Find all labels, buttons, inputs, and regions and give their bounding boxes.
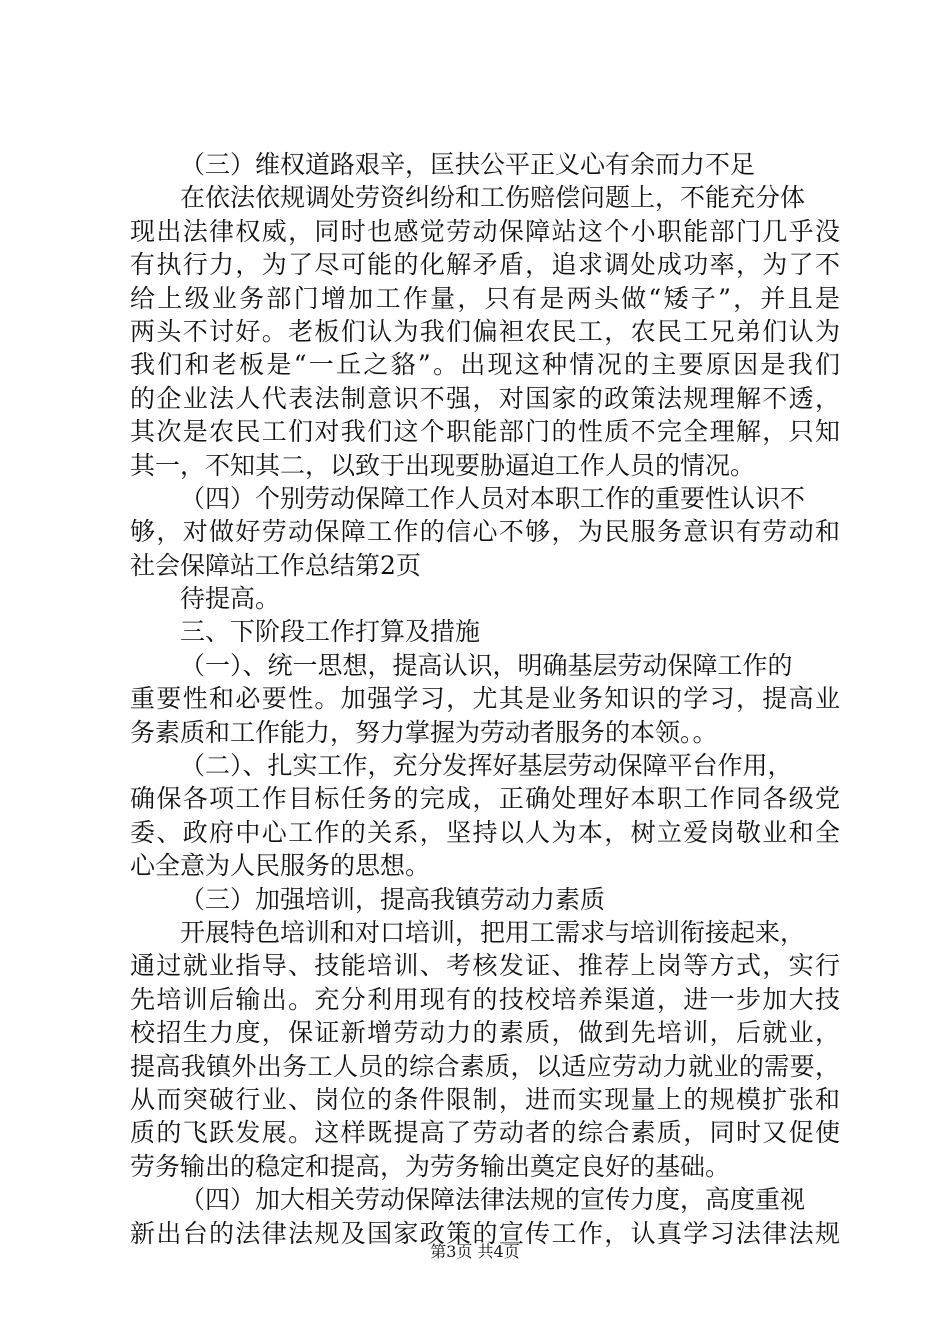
text-line: 心全意为人民服务的思想。: [130, 851, 431, 881]
text-line: 给上级业务部门增加工作量，只有是两头做“矮子”，并且是: [130, 283, 840, 313]
text-line: （二）、扎实工作，充分发挥好基层劳动保障平台作用，: [180, 751, 793, 781]
text-line: （三）加强培训，提高我镇劳动力素质: [180, 884, 606, 914]
text-line: （一）、统一思想，提高认识，明确基层劳动保障工作的: [180, 650, 793, 680]
text-line: 现出法律权威，同时也感觉劳动保障站这个小职能部门几乎没: [130, 216, 840, 246]
text-line: 在依法依规调处劳资纠纷和工伤赔偿问题上，不能充分体: [180, 183, 806, 213]
text-line: 劳务输出的稳定和提高，为劳务输出奠定良好的基础。: [130, 1151, 731, 1181]
document-body: [130, 148, 840, 1250]
text-line: 提高我镇外出务工人员的综合素质，以适应劳动力就业的需要，: [130, 1051, 840, 1081]
text-line: 务素质和工作能力，努力掌握为劳动者服务的本领。。: [130, 717, 718, 747]
text-line: 校招生力度，保证新增劳动力的素质，做到先培训，后就业，: [130, 1018, 840, 1048]
text-line: 质的飞跃发展。这样既提高了劳动者的综合素质，同时又促使: [130, 1118, 840, 1148]
text-line: 有执行力，为了尽可能的化解矛盾，追求调处成功率，为了不: [130, 250, 840, 280]
text-line: 其次是农民工们对我们这个职能部门的性质不完全理解，只知: [130, 417, 840, 447]
text-line: 两头不讨好。老板们认为我们偏袒农民工，农民工兄弟们认为: [130, 316, 840, 346]
text-line: 先培训后输出。充分利用现有的技校培养渠道，进一步加大技: [130, 984, 840, 1014]
text-line: （四）加大相关劳动保障法律法规的宣传力度，高度重视: [180, 1185, 806, 1215]
text-line: 开展特色培训和对口培训，把用工需求与培训衔接起来，: [180, 917, 806, 947]
text-line: 通过就业指导、技能培训、考核发证、推荐上岗等方式，实行: [130, 951, 840, 981]
text-line: 委、政府中心工作的关系，坚持以人为本，树立爱岗敬业和全: [130, 817, 840, 847]
text-line: （三）维权道路艰辛，匡扶公平正义心有余而力不足: [180, 150, 756, 179]
text-line: 的企业法人代表法制意识不强，对国家的政策法规理解不透，: [130, 383, 840, 413]
text-line: 确保各项工作目标任务的完成，正确处理好本职工作同各级党: [130, 784, 840, 814]
text-line: 其一，不知其二，以致于出现要胁逼迫工作人员的情况。: [130, 450, 756, 480]
text-line: 待提高。: [180, 584, 281, 614]
text-line: 三、下阶段工作打算及措施: [180, 617, 481, 647]
text-line: 重要性和必要性。加强学习，尤其是业务知识的学习，提高业: [130, 684, 840, 714]
text-line: 新出台的法律法规及国家政策的宣传工作，认真学习法律法规: [130, 1218, 840, 1248]
text-line: 从而突破行业、岗位的条件限制，进而实现量上的规模扩张和: [130, 1084, 840, 1114]
text-line: 够，对做好劳动保障工作的信心不够，为民服务意识有劳动和: [130, 517, 840, 547]
text-line: （四）个别劳动保障工作人员对本职工作的重要性认识不: [180, 483, 806, 513]
text-line: 社会保障站工作总结第2页: [130, 550, 421, 580]
page-footer: 第3页 共4页: [430, 1242, 520, 1261]
text-line: 我们和老板是“一丘之貉”。出现这种情况的主要原因是我们: [130, 350, 840, 380]
